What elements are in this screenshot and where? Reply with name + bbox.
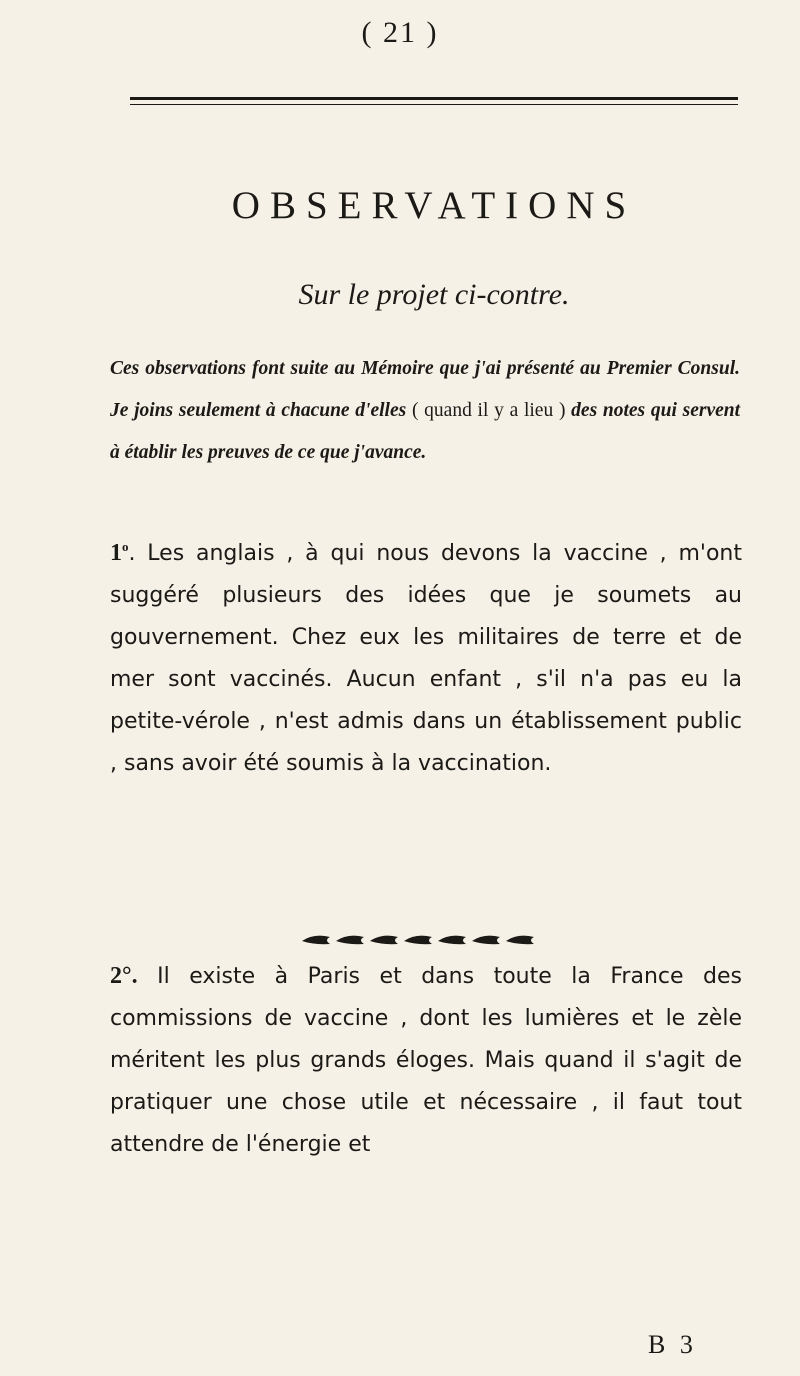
intro-text-after: des notes qui servent à établir les preuves de ce que j'avance. <box>110 400 741 463</box>
intro-parenthetical: ( quand il y a lieu ) <box>411 400 566 421</box>
paragraph-2-number: 2°. <box>110 963 138 989</box>
section-heading: OBSERVATIONS <box>231 184 637 227</box>
intro-paragraph <box>110 348 740 474</box>
intro-text-before: Ces observations font suite au Mémoire que j'ai présenté au Premier Consul. Je joins seulement à chacune d'elles <box>110 358 740 421</box>
ornament-divider <box>300 931 540 947</box>
header-rule-thin <box>130 104 738 105</box>
section-subtitle: Sur le projet ci-contre. <box>298 278 570 311</box>
paragraph-1-number-suffix: o <box>122 539 129 554</box>
paragraph-2-text: Il existe à Paris et dans toute la France des commissions de vaccine , dont les lumières et le zèle méritent les plus grands éloges. Mais quand il s'agit de pratiquer une chose utile et nécessaire , il faut tout attendre de l'énergie et <box>110 964 742 1157</box>
paragraph-1-text: . Les anglais , à qui nous devons la vaccine , m'ont suggéré plusieurs des idées que je soumets au gouvernement. Chez eux les militaires de terre et de mer sont vaccinés. Aucun enfant , s'il n'a pas eu la petite-vérole , n'est admis dans un établissement public , sans avoir été soumis à la vaccination. <box>110 541 742 776</box>
paragraph-1-number-digit: 1 <box>110 540 122 566</box>
header-rule-thick <box>130 97 738 100</box>
signature-mark: B 3 <box>648 1330 697 1359</box>
paragraph-1 <box>110 526 742 785</box>
paragraph-2 <box>110 955 742 1166</box>
paragraph-1-number <box>110 540 129 566</box>
page-number: ( 21 ) <box>361 16 439 49</box>
